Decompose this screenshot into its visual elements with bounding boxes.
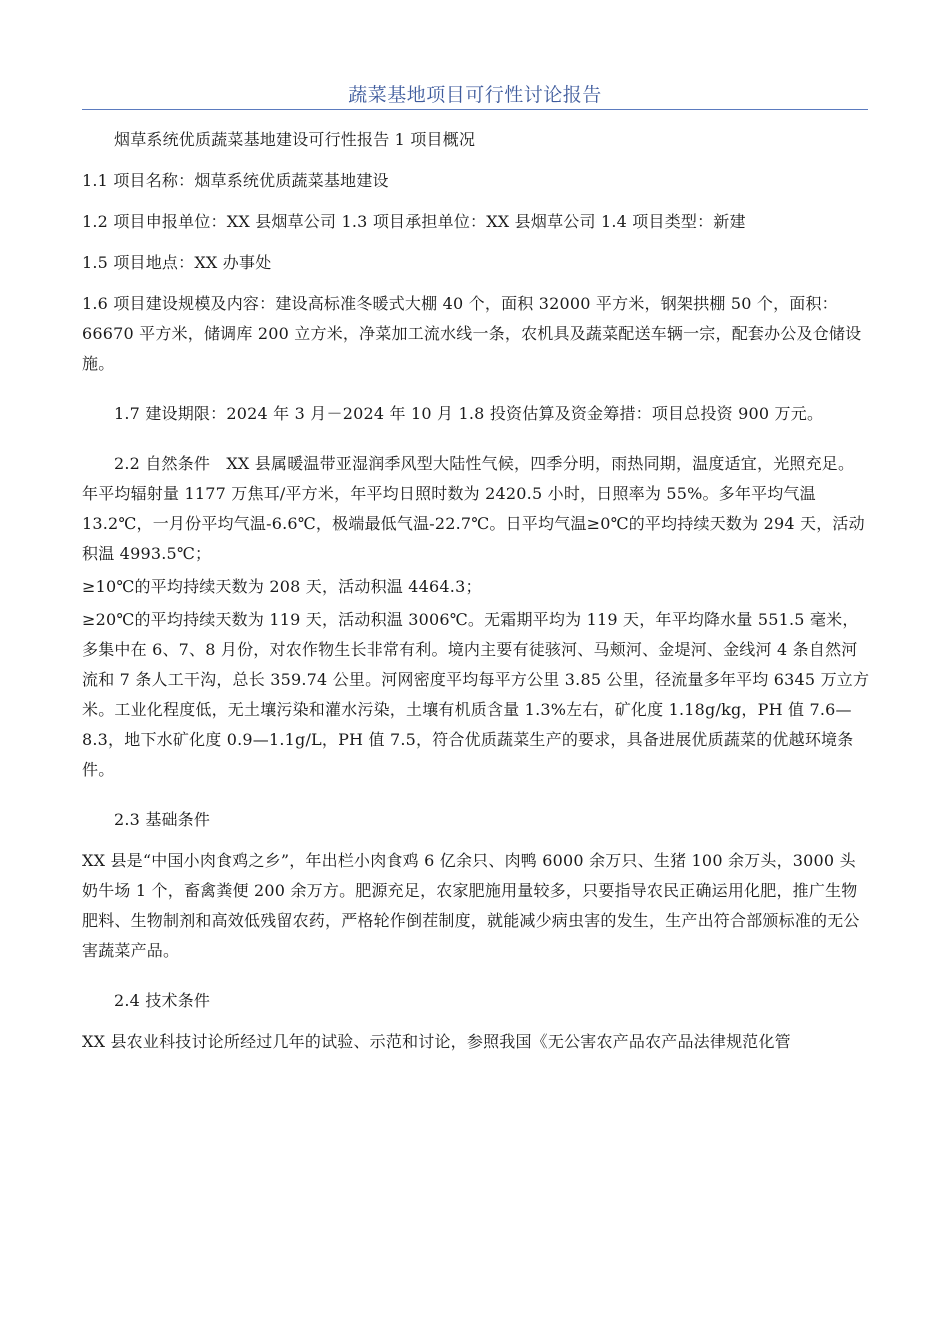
paragraph-temperature-10: ≥10℃的平均持续天数为 208 天，活动积温 4464.3； [82,577,482,596]
paragraph-project-location: 1.5 项目地点：XX 办事处 [82,253,272,272]
paragraph-project-scale: 1.6 项目建设规模及内容：建设高标准冬暖式大棚 40 个，面积 32000 平方米，钢架拱棚 50 个，面积：66670 平方米，储调库 200 立方米，净菜加工流水线一条，农机具及蔬菜配送车辆一宗，配套办公及仓储设施。 [82,294,862,373]
document-body [82,125,870,1057]
paragraph-basic-conditions: XX 县是“中国小肉食鸡之乡”，年出栏小肉食鸡 6 亿余只、肉鸭 6000 余万只、生猪 100 余万头，3000 头奶牛场 1 个，畜禽粪便 200 余万方。肥源充足，农家肥施用量较多，只要指导农民正确运用化肥，推广生物肥料、生物制剂和高效低残留农药，严格轮作倒茬制度，就能减少病虫害的发生，生产出符合部颁标准的无公害蔬菜产品。 [82,851,860,960]
section-heading-technical-conditions: 2.4 技术条件 [114,991,211,1010]
paragraph-project-name: 1.1 项目名称：烟草系统优质蔬菜基地建设 [82,171,389,190]
title-divider [82,109,868,110]
paragraph-project-units: 1.2 项目申报单位：XX 县烟草公司 1.3 项目承担单位：XX 县烟草公司 1.4 项目类型：新建 [82,212,746,231]
section-heading-basic-conditions: 2.3 基础条件 [114,810,211,829]
paragraph-construction-period: 1.7 建设期限：2024 年 3 月－2024 年 10 月 1.8 投资估算及资金筹措：项目总投资 900 万元。 [114,404,824,423]
paragraph-overview-heading: 烟草系统优质蔬菜基地建设可行性报告 1 项目概况 [114,130,476,149]
document-title: 蔬菜基地项目可行性讨论报告 [348,84,602,106]
paragraph-natural-conditions: 2.2 自然条件 XX 县属暖温带亚湿润季风型大陆性气候，四季分明，雨热同期，温度适宜，光照充足。年平均辐射量 1177 万焦耳/平方米，年平均日照时数为 2420.5 小时，日照率为 55%。多年平均气温 13.2℃，一月份平均气温-6.6℃，极端最低气温-22.7℃。日平均气温≥0℃的平均持续天数为 294 天，活动积温 4993.5℃； [82,454,865,563]
paragraph-temperature-20: ≥20℃的平均持续天数为 119 天，活动积温 3006℃。无霜期平均为 119 天，年平均降水量 551.5 毫米，多集中在 6、7、8 月份，对农作物生长非常有利。境内主要有徒骇河、马颊河、金堤河、金线河 4 条自然河流和 7 条人工干沟，总长 359.74 公里。河网密度平均每平方公里 3.85 公里，径流量多年平均 6345 万立方米。工业化程度低，无土壤污染和灌水污染，土壤有机质含量 1.3%左右，矿化度 1.18g/kg，PH 值 7.6—8.3，地下水矿化度 0.9—1.1g/L，PH 值 7.5，符合优质蔬菜生产的要求，具备进展优质蔬菜的优越环境条件。 [82,610,870,779]
paragraph-technical-conditions: XX 县农业科技讨论所经过几年的试验、示范和讨论，参照我国《无公害农产品农产品法律规范化管 [82,1032,791,1051]
